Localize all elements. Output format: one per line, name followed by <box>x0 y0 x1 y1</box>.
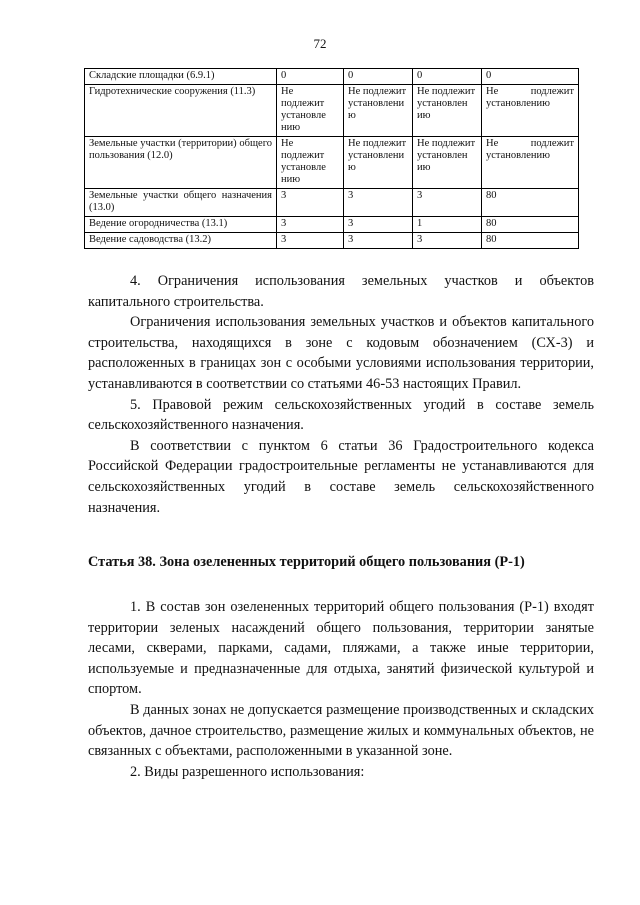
table-row <box>85 233 579 249</box>
paragraph: 1. В состав зон озелененных территорий общего пользования (Р-1) входят территории зеленых насаждений общего пользования, территории занятые лесами, скверами, парками, садами, пляжами, а также иные территории, используемые и предназначенные для отдыха, занятий физической культурой и спортом. <box>88 599 594 698</box>
table-cell: Не подлежит установлени ю <box>344 137 413 189</box>
table-cell: Не подлежит установле нию <box>277 85 344 137</box>
table-cell: 1 <box>413 217 482 233</box>
table-cell: 3 <box>413 189 482 217</box>
table-cell: 3 <box>277 189 344 217</box>
table-cell: Не подлежит установлени ю <box>344 85 413 137</box>
table-row <box>85 85 579 137</box>
table-cell: 0 <box>277 69 344 85</box>
table-cell: Не подлежит установлен ию <box>413 137 482 189</box>
table-cell: Гидротехнические сооружения (11.3) <box>85 85 277 137</box>
table-cell: 80 <box>482 189 579 217</box>
paragraph: 4. Ограничения использования земельных участков и объектов капитального строительства. <box>88 273 594 310</box>
table-cell: 3 <box>344 217 413 233</box>
article-38-text <box>88 597 594 782</box>
article-heading-block <box>88 552 594 573</box>
table-cell: 80 <box>482 217 579 233</box>
table-cell: 3 <box>277 233 344 249</box>
table-row <box>85 137 579 189</box>
table-cell: Не подлежит установлен ию <box>413 85 482 137</box>
table-row <box>85 217 579 233</box>
table-cell: 0 <box>482 69 579 85</box>
paragraph: В данных зонах не допускается размещение производственных и складских объектов, дачное строительство, размещение жилых и коммунальных объектов, не связанных с объектами, расположенными в указанной зоне. <box>88 701 594 760</box>
page-number: 72 <box>313 36 327 51</box>
paragraph: В соответствии с пунктом 6 статьи 36 Градостроительного кодекса Российской Федерации градостроительные регламенты не устанавливаются для сельскохозяйственных угодий в составе земель сельскохозяйственного назначения. <box>88 437 594 516</box>
table-cell: 3 <box>277 217 344 233</box>
paragraph: 2. Виды разрешенного использования: <box>130 763 365 780</box>
table-cell: Не подлежит установлению <box>482 85 579 137</box>
table-cell: 3 <box>344 233 413 249</box>
table-cell: 80 <box>482 233 579 249</box>
parameters-table <box>84 68 579 249</box>
paragraph: Ограничения использования земельных участков и объектов капитального строительства, находящихся в зоне с кодовым обозначением (СХ-3) и расположенных в границах зон с особыми условиями использования территории, устанавливаются в соответствии со статьями 46-53 настоящих Правил. <box>88 314 594 392</box>
article-heading: Статья 38. Зона озелененных территорий общего пользования (Р-1) <box>88 554 525 570</box>
table-cell: 0 <box>344 69 413 85</box>
table-cell: Не подлежит установле нию <box>277 137 344 189</box>
table-cell: Ведение садоводства (13.2) <box>85 233 277 249</box>
table-row <box>85 69 579 85</box>
table-cell: 3 <box>413 233 482 249</box>
table-cell: Ведение огородничества (13.1) <box>85 217 277 233</box>
table-cell: Не подлежит установлению <box>482 137 579 189</box>
table-row <box>85 189 579 217</box>
table-cell: 3 <box>344 189 413 217</box>
table-cell: Складские площадки (6.9.1) <box>85 69 277 85</box>
table-cell: 0 <box>413 69 482 85</box>
table-cell: Земельные участки общего назначения (13.0) <box>85 189 277 217</box>
paragraph: 5. Правовой режим сельскохозяйственных угодий в составе земель сельскохозяйственного назначения. <box>88 396 594 434</box>
section-4-text <box>88 271 594 518</box>
table-cell: Земельные участки (территории) общего пользования (12.0) <box>85 137 277 189</box>
